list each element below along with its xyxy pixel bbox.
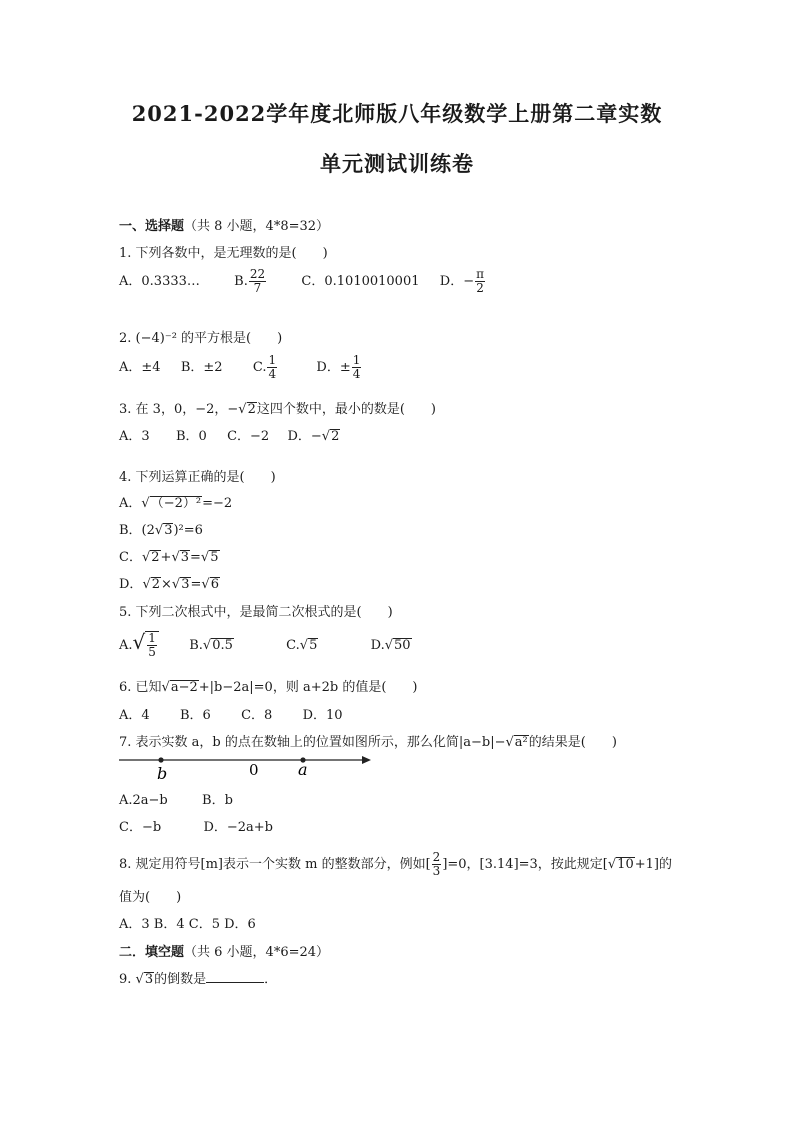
question-4-stem: 4. 下列运算正确的是( ) bbox=[119, 470, 276, 485]
question-5-options bbox=[119, 630, 412, 659]
question-1-options bbox=[119, 268, 486, 295]
option-b: B．6 bbox=[179, 708, 211, 723]
option-c: C. $\frac{1}{4}$ bbox=[252, 353, 277, 381]
question-3-options bbox=[119, 425, 340, 444]
option-d: D．−2a+b bbox=[203, 820, 274, 835]
option-a: A．±4 bbox=[119, 360, 161, 375]
question-4-option-b: B．(2√3)²=6 bbox=[119, 523, 203, 538]
page-subtitle: 单元测试训练卷 bbox=[320, 151, 474, 176]
option-c: C．8 bbox=[241, 708, 273, 723]
option-c: C.√5 bbox=[286, 638, 318, 653]
question-4-option-d: D．√2×√3=√6 bbox=[119, 577, 219, 592]
section-fill-header bbox=[119, 941, 329, 960]
question-1-stem: 1. 下列各数中，是无理数的是( ) bbox=[119, 246, 328, 261]
question-7-stem: 7. 表示实数 a，b 的点在数轴上的位置如图所示，那么化简|a−b|−√a²的结果是( ) bbox=[119, 735, 617, 750]
option-c: C．−b bbox=[119, 820, 162, 835]
option-b: B. $\frac{22}{7}$ bbox=[234, 267, 266, 295]
question-6-options bbox=[119, 704, 343, 723]
option-c: C．−2 bbox=[227, 429, 270, 444]
option-b: B．±2 bbox=[180, 360, 223, 375]
answer-blank[interactable] bbox=[206, 970, 264, 983]
option-a: A．3 bbox=[119, 429, 150, 444]
section-heading: 二．填空题 bbox=[119, 945, 185, 960]
question-8-options: A．3 B．4 C．5 D．6 bbox=[119, 917, 256, 932]
label-zero: 0 bbox=[249, 761, 259, 779]
question-4-option-c: C．√2+√3=√5 bbox=[119, 550, 219, 565]
option-d: D.√50 bbox=[370, 638, 411, 653]
option-a: A．4 bbox=[119, 708, 150, 723]
number-line-diagram bbox=[119, 748, 379, 784]
option-b: B.√0.5 bbox=[189, 638, 233, 653]
label-b: b bbox=[157, 764, 168, 783]
section-choice-header bbox=[119, 215, 329, 234]
point-b bbox=[158, 757, 163, 762]
page-title: 2021-2022学年度北师版八年级数学上册第二章实数 bbox=[131, 101, 663, 126]
label-a: a bbox=[298, 760, 308, 779]
question-4-option-a: A．√（−2）²=−2 bbox=[119, 496, 233, 511]
option-d: D．−√2 bbox=[287, 429, 340, 444]
question-3-stem: 3. 在 3，0，−2，−√2这四个数中，最小的数是( ) bbox=[119, 402, 437, 417]
question-9: 9. √3的倒数是 ． bbox=[119, 972, 278, 987]
question-8-stem: 8. 规定用符号[m]表示一个实数 m 的整数部分，例如[ $\frac{2}{3}$ ]=0，[3.14]=3，按此规定[√10+1]的 bbox=[119, 850, 672, 878]
section-heading: 一、选择题 bbox=[119, 219, 185, 234]
option-b: B．b bbox=[202, 793, 233, 808]
option-a: A.√ $\frac{1}{5}$ bbox=[119, 638, 159, 653]
option-b: B．0 bbox=[175, 429, 207, 444]
question-8-stem-line2: 值为( ) bbox=[119, 890, 182, 905]
number-line-arrow-icon bbox=[362, 756, 371, 764]
question-6-stem: 6. 已知√a−2+|b−2a|=0，则 a+2b 的值是( ) bbox=[119, 680, 418, 695]
question-5-stem: 5. 下列二次根式中，是最简二次根式的是( ) bbox=[119, 605, 393, 620]
option-d: D．± $\frac{1}{4}$ bbox=[316, 353, 361, 381]
question-2-stem: 2. (−4)⁻² 的平方根是( ) bbox=[119, 331, 283, 346]
option-c: C．0.1010010001 bbox=[301, 274, 420, 289]
option-d: D．10 bbox=[302, 708, 343, 723]
section-note: （共 6 小题，4*6=24） bbox=[184, 945, 330, 960]
option-d: D．− $\frac{\pi}{2}$ bbox=[439, 267, 484, 295]
question-2-options bbox=[119, 354, 362, 381]
option-a: A.2a−b bbox=[119, 793, 168, 808]
question-7-options-row2 bbox=[119, 816, 273, 835]
option-a: A．0.3333… bbox=[119, 274, 200, 289]
section-note: （共 8 小题，4*8=32） bbox=[184, 219, 330, 234]
question-7-options-row1 bbox=[119, 789, 233, 808]
